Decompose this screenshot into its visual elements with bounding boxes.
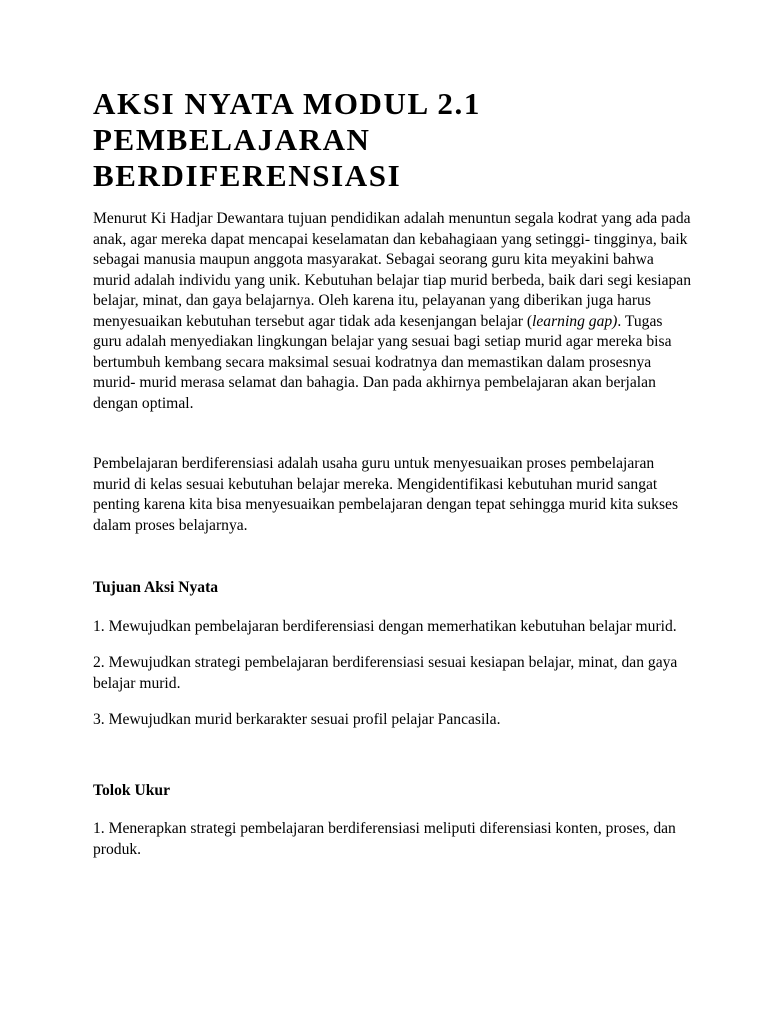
title-line: BERDIFERENSIASI: [93, 158, 402, 193]
tujuan-item: 2. Mewujudkan strategi pembelajaran berdiferensiasi sesuai kesiapan belajar, minat, dan gaya belajar murid.: [93, 654, 678, 692]
document-title: [93, 86, 693, 194]
tolok-ukur-item: 1. Menerapkan strategi pembelajaran berdiferensiasi meliputi diferensiasi konten, proses, dan produk.: [93, 820, 676, 858]
tujuan-list: [93, 617, 693, 731]
intro-text-start: Menurut Ki Hadjar Dewantara tujuan pendidikan adalah menuntun segala kodrat yang ada pada anak, agar mereka dapat mencapai keselamatan dan kebahagiaan yang setinggi- tingginya, baik sebagai manusia maupun anggota masyarakat. Sebagai seorang guru kita meyakini bahwa murid adalah individu yang unik. Kebutuhan belajar tiap murid berbeda, baik dari segi kesiapan belajar, minat, dan gaya belajarnya. Oleh karena itu, pelayanan yang diberikan juga harus menyesuaikan kebutuhan tersebut agar tidak ada kesenjangan belajar (: [93, 210, 692, 330]
title-line: AKSI NYATA MODUL 2.1: [93, 86, 481, 121]
tujuan-item: 3. Mewujudkan murid berkarakter sesuai profil pelajar Pancasila.: [93, 711, 501, 728]
intro-text-end: . Tugas guru adalah menyediakan lingkungan belajar yang sesuai bagi setiap murid agar mereka bisa bertumbuh kembang secara maksimal sesuai kodratnya dan memastikan dalam prosesnya murid- murid merasa selamat dan bahagia. Dan pada akhirnya pembelajaran akan berjalan dengan optimal.: [93, 312, 672, 412]
tolok-ukur-list: [93, 819, 693, 860]
intro-paragraph: [93, 209, 693, 414]
title-line: PEMBELAJARAN: [93, 122, 371, 157]
tujuan-heading: Tujuan Aksi Nyata: [93, 579, 219, 596]
differentiation-paragraph: Pembelajaran berdiferensiasi adalah usaha guru untuk menyesuaikan proses pembelajaran murid di kelas sesuai kebutuhan belajar mereka. Mengidentifikasi kebutuhan murid sangat penting karena kita bisa menyesuaikan pembelajaran dengan tepat sehingga murid kita sukses dalam proses belajarnya.: [93, 455, 679, 534]
tolok-ukur-heading: Tolok Ukur: [93, 781, 170, 799]
document-page: [93, 86, 693, 860]
learning-gap-term: learning gap): [532, 312, 618, 330]
tujuan-item: 1. Mewujudkan pembelajaran berdiferensiasi dengan memerhatikan kebutuhan belajar murid.: [93, 617, 677, 635]
